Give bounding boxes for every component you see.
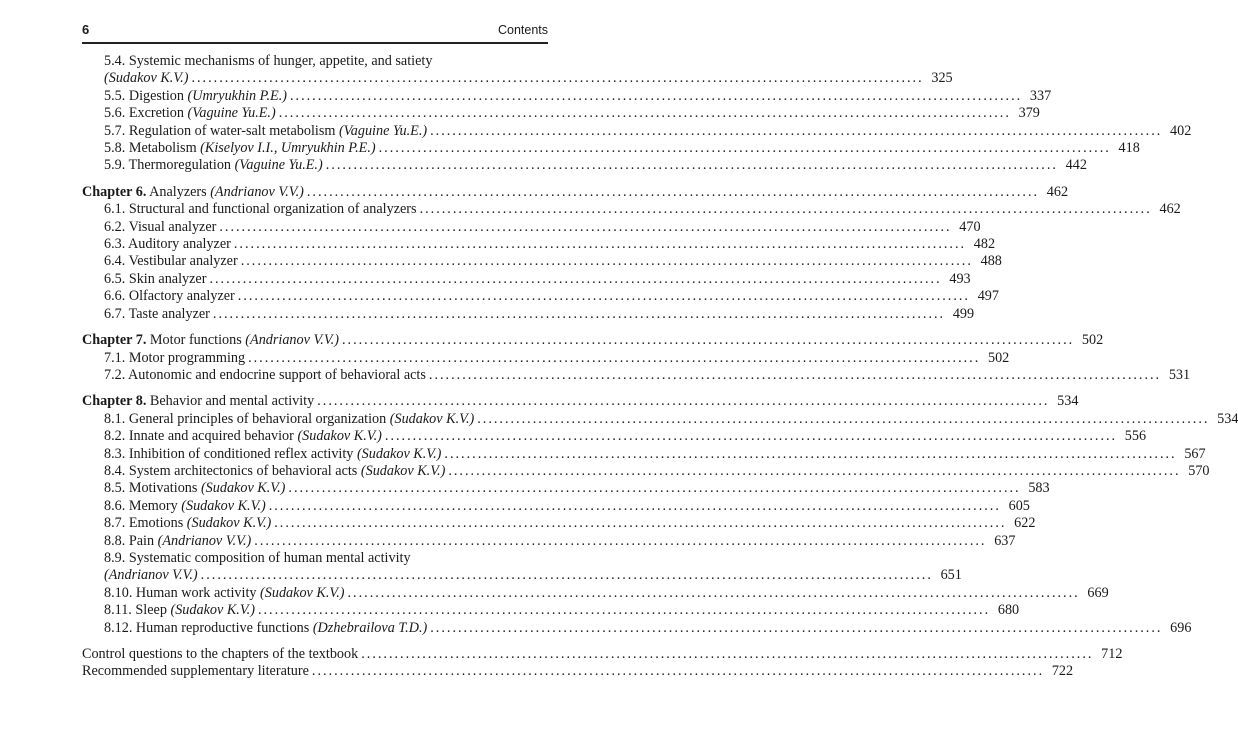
leader-dots bbox=[348, 585, 1080, 602]
toc-entry-5-9[interactable]: 5.9. Thermoregulation (Vaguine Yu.E.) ..... 442 bbox=[82, 157, 542, 174]
leader-dots bbox=[317, 393, 1049, 410]
toc-page-number: 462 bbox=[1159, 201, 1181, 218]
toc-page-number: 470 bbox=[959, 218, 981, 235]
leader-dots bbox=[248, 350, 980, 367]
leader-dots bbox=[448, 463, 1180, 480]
toc-page-number: 534 bbox=[1217, 410, 1238, 427]
leader-dots bbox=[279, 105, 1011, 122]
toc-entry-8-10[interactable]: 8.10. Human work activity (Sudakov K.V.) ..... 669 bbox=[82, 585, 542, 602]
toc-entry-6-5[interactable]: 6.5. Skin analyzer ..... 493 bbox=[82, 271, 542, 288]
toc-control-questions[interactable]: Control questions to the chapters of the textbook ..... 712 bbox=[82, 646, 542, 663]
leader-dots bbox=[444, 446, 1176, 463]
page-header bbox=[82, 20, 548, 44]
leader-dots bbox=[274, 515, 1006, 532]
leader-dots bbox=[430, 123, 1162, 140]
toc-page-number: 499 bbox=[952, 305, 975, 322]
toc-entry-8-8[interactable]: 8.8. Pain (Andrianov V.V.) ..... 637 bbox=[82, 533, 542, 550]
toc-entry-8-9-title[interactable]: 8.9. Systematic composition of human mental activity bbox=[104, 549, 411, 566]
leader-dots bbox=[361, 646, 1093, 663]
leader-dots bbox=[258, 602, 990, 619]
toc-page-number: 567 bbox=[1184, 445, 1206, 462]
toc-entry-5-7[interactable]: 5.7. Regulation of water-salt metabolism (Vaguine Yu.E.) ..... 402 bbox=[82, 123, 542, 140]
toc-entry-8-9[interactable]: (Andrianov V.V.) ..... 651 bbox=[82, 567, 542, 584]
table-of-contents bbox=[82, 53, 1238, 681]
running-title: Contents bbox=[497, 23, 548, 37]
toc-chapter-7[interactable]: Chapter 7. Motor functions (Andrianov V.V.) ..... 502 bbox=[82, 332, 542, 349]
toc-page-number: 497 bbox=[977, 288, 999, 305]
toc-entry-8-12[interactable]: 8.12. Human reproductive functions (Dzhebrailova T.D.) ..... 696 bbox=[82, 620, 542, 637]
toc-page-number: 583 bbox=[1028, 480, 1050, 497]
leader-dots bbox=[312, 663, 1044, 680]
leader-dots bbox=[326, 157, 1058, 174]
leader-dots bbox=[191, 70, 923, 87]
toc-page-number: 337 bbox=[1029, 87, 1052, 104]
toc-page-number: 605 bbox=[1008, 497, 1030, 514]
leader-dots bbox=[219, 219, 951, 236]
toc-entry-6-4[interactable]: 6.4. Vestibular analyzer ..... 488 bbox=[82, 253, 542, 270]
toc-page-number: 502 bbox=[1081, 332, 1104, 349]
toc-entry-6-3[interactable]: 6.3. Auditory analyzer ..... 482 bbox=[82, 236, 542, 253]
toc-entry-6-7[interactable]: 6.7. Taste analyzer ..... 499 bbox=[82, 306, 542, 323]
toc-entry-5-4-title[interactable]: 5.4. Systemic mechanisms of hunger, appetite, and satiety bbox=[104, 53, 433, 69]
toc-entry-8-11[interactable]: 8.11. Sleep (Sudakov K.V.) ..... 680 bbox=[82, 602, 542, 619]
toc-entry-8-1[interactable]: 8.1. General principles of behavioral organization (Sudakov K.V.) ..... 534 bbox=[82, 411, 542, 428]
leader-dots bbox=[307, 184, 1039, 201]
leader-dots bbox=[379, 140, 1111, 157]
leader-dots bbox=[241, 253, 973, 270]
toc-entry-5-8[interactable]: 5.8. Metabolism (Kiselyov I.I., Umryukhin P.E.) ..... 418 bbox=[82, 140, 542, 157]
leader-dots bbox=[429, 367, 1161, 384]
toc-entry-7-2[interactable]: 7.2. Autonomic and endocrine support of behavioral acts ..... 531 bbox=[82, 367, 542, 384]
leader-dots bbox=[234, 236, 966, 253]
toc-page-number: 712 bbox=[1101, 646, 1123, 662]
toc-entry-5-5[interactable]: 5.5. Digestion (Umryukhin P.E.) ..... 337 bbox=[82, 88, 542, 105]
toc-entry-8-6[interactable]: 8.6. Memory (Sudakov K.V.) ..... 605 bbox=[82, 498, 542, 515]
leader-dots bbox=[288, 480, 1020, 497]
toc-page-number: 722 bbox=[1051, 663, 1074, 680]
toc-entry-5-4[interactable]: (Sudakov K.V.) ..... 325 bbox=[82, 70, 542, 87]
toc-entry-6-2[interactable]: 6.2. Visual analyzer ..... 470 bbox=[82, 219, 542, 236]
leader-dots bbox=[477, 411, 1209, 428]
toc-entry-8-7[interactable]: 8.7. Emotions (Sudakov K.V.) ..... 622 bbox=[82, 515, 542, 532]
toc-page-number: 696 bbox=[1170, 619, 1192, 636]
leader-dots bbox=[290, 88, 1022, 105]
toc-entry-5-6[interactable]: 5.6. Excretion (Vaguine Yu.E.) ..... 379 bbox=[82, 105, 542, 122]
toc-page-number: 379 bbox=[1018, 105, 1040, 122]
toc-page-number: 622 bbox=[1014, 515, 1036, 532]
toc-page-number: 442 bbox=[1065, 157, 1087, 174]
leader-dots bbox=[209, 271, 941, 288]
leader-dots bbox=[254, 533, 986, 550]
toc-entry-8-4[interactable]: 8.4. System architectonics of behavioral acts (Sudakov K.V.) ..... 570 bbox=[82, 463, 542, 480]
toc-chapter-6[interactable]: Chapter 6. Analyzers (Andrianov V.V.) ..... 462 bbox=[82, 184, 542, 201]
toc-page-number: 556 bbox=[1124, 428, 1147, 445]
leader-dots bbox=[420, 201, 1152, 218]
toc-page-number: 534 bbox=[1057, 393, 1079, 410]
toc-entry-8-3[interactable]: 8.3. Inhibition of conditioned reflex activity (Sudakov K.V.) ..... 567 bbox=[82, 446, 542, 463]
toc-page-number: 637 bbox=[994, 532, 1016, 549]
toc-entry-7-1[interactable]: 7.1. Motor programming ..... 502 bbox=[82, 350, 542, 367]
page-number: 6 bbox=[82, 22, 90, 37]
toc-page-number: 651 bbox=[940, 567, 962, 584]
leader-dots bbox=[430, 620, 1162, 637]
toc-entry-6-6[interactable]: 6.6. Olfactory analyzer ..... 497 bbox=[82, 288, 542, 305]
toc-entry-8-2[interactable]: 8.2. Innate and acquired behavior (Sudakov K.V.) ..... 556 bbox=[82, 428, 542, 445]
toc-page-number: 325 bbox=[931, 70, 953, 87]
leader-dots bbox=[238, 288, 970, 305]
toc-page-number: 402 bbox=[1170, 122, 1192, 139]
toc-page-number: 482 bbox=[973, 236, 996, 253]
toc-page-number: 418 bbox=[1118, 140, 1140, 157]
toc-chapter-8[interactable]: Chapter 8. Behavior and mental activity ..... 534 bbox=[82, 393, 542, 410]
leader-dots bbox=[269, 498, 1001, 515]
leader-dots bbox=[385, 428, 1117, 445]
toc-page-number: 493 bbox=[949, 270, 971, 287]
leader-dots bbox=[213, 306, 945, 323]
toc-page-number: 680 bbox=[997, 602, 1020, 619]
leader-dots bbox=[342, 332, 1074, 349]
toc-page-number: 531 bbox=[1168, 366, 1191, 383]
toc-page-number: 669 bbox=[1087, 584, 1109, 601]
toc-recommended-literature[interactable]: Recommended supplementary literature ..... 722 bbox=[82, 663, 542, 680]
toc-entry-8-5[interactable]: 8.5. Motivations (Sudakov K.V.) ..... 583 bbox=[82, 480, 542, 497]
toc-entry-6-1[interactable]: 6.1. Structural and functional organization of analyzers ..... 462 bbox=[82, 201, 542, 218]
toc-page-number: 488 bbox=[980, 253, 1002, 270]
toc-page-number: 502 bbox=[987, 349, 1010, 366]
leader-dots bbox=[201, 567, 933, 584]
toc-page-number: 462 bbox=[1046, 183, 1069, 200]
toc-page-number: 570 bbox=[1188, 462, 1210, 479]
